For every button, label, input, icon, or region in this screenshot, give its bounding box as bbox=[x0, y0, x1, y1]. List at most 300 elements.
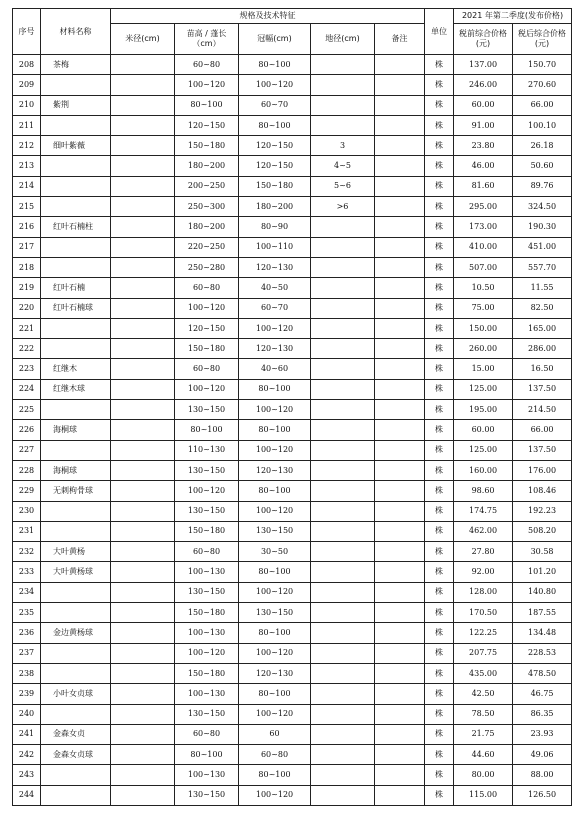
cell-mijing bbox=[111, 420, 175, 440]
cell-miaogao: 60~80 bbox=[175, 724, 239, 744]
cell-note bbox=[375, 95, 425, 115]
cell-seq: 209 bbox=[13, 75, 41, 95]
cell-note bbox=[375, 663, 425, 683]
cell-dijing bbox=[311, 298, 375, 318]
cell-guanfu: 120~130 bbox=[239, 339, 311, 359]
cell-note bbox=[375, 582, 425, 602]
cell-miaogao: 150~180 bbox=[175, 603, 239, 623]
cell-miaogao: 150~180 bbox=[175, 339, 239, 359]
cell-price-post-tax: 134.48 bbox=[513, 623, 572, 643]
cell-dijing bbox=[311, 237, 375, 257]
cell-note bbox=[375, 115, 425, 135]
cell-price-pre-tax: 207.75 bbox=[454, 643, 513, 663]
cell-price-post-tax: 66.00 bbox=[513, 420, 572, 440]
table-row bbox=[13, 765, 572, 785]
cell-price-post-tax: 49.06 bbox=[513, 745, 572, 765]
cell-note bbox=[375, 75, 425, 95]
cell-miaogao: 250~300 bbox=[175, 197, 239, 217]
cell-unit: 株 bbox=[425, 481, 454, 501]
cell-unit: 株 bbox=[425, 318, 454, 338]
cell-miaogao: 60~80 bbox=[175, 542, 239, 562]
cell-note bbox=[375, 623, 425, 643]
cell-price-post-tax: 86.35 bbox=[513, 704, 572, 724]
cell-price-post-tax: 508.20 bbox=[513, 521, 572, 541]
cell-mijing bbox=[111, 724, 175, 744]
cell-miaogao: 120~150 bbox=[175, 318, 239, 338]
cell-price-post-tax: 82.50 bbox=[513, 298, 572, 318]
price-table bbox=[12, 8, 572, 806]
cell-seq: 239 bbox=[13, 684, 41, 704]
cell-price-post-tax: 176.00 bbox=[513, 460, 572, 480]
table-row bbox=[13, 582, 572, 602]
cell-price-post-tax: 137.50 bbox=[513, 379, 572, 399]
cell-price-post-tax: 88.00 bbox=[513, 765, 572, 785]
cell-price-post-tax: 66.00 bbox=[513, 95, 572, 115]
cell-note bbox=[375, 298, 425, 318]
table-row bbox=[13, 176, 572, 196]
cell-seq: 221 bbox=[13, 318, 41, 338]
cell-note bbox=[375, 278, 425, 298]
header-spec-group: 规格及技术特征 bbox=[111, 9, 425, 24]
table-header bbox=[13, 9, 572, 55]
cell-seq: 234 bbox=[13, 582, 41, 602]
cell-price-pre-tax: 92.00 bbox=[454, 562, 513, 582]
cell-price-pre-tax: 15.00 bbox=[454, 359, 513, 379]
cell-mijing bbox=[111, 582, 175, 602]
cell-price-post-tax: 478.50 bbox=[513, 663, 572, 683]
cell-name bbox=[41, 115, 111, 135]
table-row bbox=[13, 55, 572, 75]
cell-miaogao: 100~120 bbox=[175, 379, 239, 399]
cell-seq: 231 bbox=[13, 521, 41, 541]
cell-guanfu: 100~120 bbox=[239, 643, 311, 663]
cell-price-pre-tax: 27.80 bbox=[454, 542, 513, 562]
cell-note bbox=[375, 643, 425, 663]
cell-price-post-tax: 137.50 bbox=[513, 440, 572, 460]
cell-price-pre-tax: 42.50 bbox=[454, 684, 513, 704]
cell-mijing bbox=[111, 643, 175, 663]
cell-price-pre-tax: 173.00 bbox=[454, 217, 513, 237]
cell-price-pre-tax: 60.00 bbox=[454, 420, 513, 440]
cell-price-pre-tax: 260.00 bbox=[454, 339, 513, 359]
cell-price-post-tax: 30.58 bbox=[513, 542, 572, 562]
cell-mijing bbox=[111, 481, 175, 501]
cell-guanfu: 100~110 bbox=[239, 237, 311, 257]
cell-guanfu: 130~150 bbox=[239, 521, 311, 541]
cell-price-post-tax: 11.55 bbox=[513, 278, 572, 298]
cell-name bbox=[41, 339, 111, 359]
cell-miaogao: 80~100 bbox=[175, 420, 239, 440]
cell-dijing bbox=[311, 257, 375, 277]
cell-unit: 株 bbox=[425, 460, 454, 480]
cell-dijing bbox=[311, 115, 375, 135]
cell-mijing bbox=[111, 156, 175, 176]
cell-name: 红继木球 bbox=[41, 379, 111, 399]
cell-dijing: 5~6 bbox=[311, 176, 375, 196]
cell-name: 红叶石楠 bbox=[41, 278, 111, 298]
cell-name bbox=[41, 501, 111, 521]
cell-guanfu: 80~100 bbox=[239, 623, 311, 643]
table-row bbox=[13, 136, 572, 156]
cell-unit: 株 bbox=[425, 217, 454, 237]
cell-unit: 株 bbox=[425, 724, 454, 744]
cell-miaogao: 60~80 bbox=[175, 278, 239, 298]
cell-unit: 株 bbox=[425, 176, 454, 196]
cell-guanfu: 120~130 bbox=[239, 460, 311, 480]
header-mijing: 米径(cm) bbox=[111, 24, 175, 55]
cell-guanfu: 80~100 bbox=[239, 562, 311, 582]
cell-seq: 220 bbox=[13, 298, 41, 318]
table-row bbox=[13, 257, 572, 277]
cell-price-post-tax: 16.50 bbox=[513, 359, 572, 379]
cell-price-pre-tax: 21.75 bbox=[454, 724, 513, 744]
cell-miaogao: 130~150 bbox=[175, 400, 239, 420]
table-row bbox=[13, 785, 572, 805]
cell-name bbox=[41, 75, 111, 95]
cell-note bbox=[375, 237, 425, 257]
cell-seq: 219 bbox=[13, 278, 41, 298]
cell-dijing: 4~5 bbox=[311, 156, 375, 176]
cell-seq: 243 bbox=[13, 765, 41, 785]
cell-seq: 224 bbox=[13, 379, 41, 399]
table-row bbox=[13, 745, 572, 765]
cell-note bbox=[375, 562, 425, 582]
cell-note bbox=[375, 420, 425, 440]
cell-dijing bbox=[311, 704, 375, 724]
cell-note bbox=[375, 542, 425, 562]
header-price-pre-tax: 税前综合价格(元) bbox=[454, 24, 513, 55]
cell-unit: 株 bbox=[425, 603, 454, 623]
cell-mijing bbox=[111, 460, 175, 480]
table-row bbox=[13, 643, 572, 663]
cell-note bbox=[375, 156, 425, 176]
cell-price-post-tax: 50.60 bbox=[513, 156, 572, 176]
cell-seq: 235 bbox=[13, 603, 41, 623]
cell-seq: 232 bbox=[13, 542, 41, 562]
cell-seq: 236 bbox=[13, 623, 41, 643]
cell-dijing bbox=[311, 217, 375, 237]
cell-name bbox=[41, 318, 111, 338]
cell-seq: 222 bbox=[13, 339, 41, 359]
cell-price-post-tax: 270.60 bbox=[513, 75, 572, 95]
cell-miaogao: 130~150 bbox=[175, 460, 239, 480]
cell-name bbox=[41, 765, 111, 785]
cell-seq: 215 bbox=[13, 197, 41, 217]
cell-unit: 株 bbox=[425, 542, 454, 562]
cell-unit: 株 bbox=[425, 339, 454, 359]
cell-dijing bbox=[311, 481, 375, 501]
cell-note bbox=[375, 440, 425, 460]
cell-name: 红叶石楠柱 bbox=[41, 217, 111, 237]
cell-seq: 218 bbox=[13, 257, 41, 277]
cell-mijing bbox=[111, 663, 175, 683]
cell-note bbox=[375, 176, 425, 196]
cell-price-post-tax: 26.18 bbox=[513, 136, 572, 156]
cell-note bbox=[375, 257, 425, 277]
cell-price-post-tax: 150.70 bbox=[513, 55, 572, 75]
cell-name: 大叶黄杨球 bbox=[41, 562, 111, 582]
cell-guanfu: 60 bbox=[239, 724, 311, 744]
cell-unit: 株 bbox=[425, 643, 454, 663]
cell-miaogao: 130~150 bbox=[175, 785, 239, 805]
cell-seq: 238 bbox=[13, 663, 41, 683]
cell-dijing bbox=[311, 278, 375, 298]
cell-unit: 株 bbox=[425, 379, 454, 399]
cell-dijing bbox=[311, 724, 375, 744]
cell-price-pre-tax: 44.60 bbox=[454, 745, 513, 765]
cell-mijing bbox=[111, 765, 175, 785]
cell-miaogao: 120~150 bbox=[175, 115, 239, 135]
table-row bbox=[13, 460, 572, 480]
cell-price-pre-tax: 75.00 bbox=[454, 298, 513, 318]
table-row bbox=[13, 318, 572, 338]
cell-unit: 株 bbox=[425, 359, 454, 379]
cell-price-post-tax: 140.80 bbox=[513, 582, 572, 602]
cell-price-pre-tax: 174.75 bbox=[454, 501, 513, 521]
cell-guanfu: 100~120 bbox=[239, 501, 311, 521]
cell-miaogao: 100~120 bbox=[175, 481, 239, 501]
cell-dijing bbox=[311, 663, 375, 683]
cell-seq: 212 bbox=[13, 136, 41, 156]
cell-name bbox=[41, 704, 111, 724]
cell-price-pre-tax: 507.00 bbox=[454, 257, 513, 277]
cell-note bbox=[375, 684, 425, 704]
table-row bbox=[13, 603, 572, 623]
cell-dijing bbox=[311, 562, 375, 582]
cell-seq: 211 bbox=[13, 115, 41, 135]
header-unit: 单位 bbox=[425, 9, 454, 55]
cell-price-pre-tax: 10.50 bbox=[454, 278, 513, 298]
cell-unit: 株 bbox=[425, 785, 454, 805]
cell-seq: 216 bbox=[13, 217, 41, 237]
cell-guanfu: 60~70 bbox=[239, 95, 311, 115]
cell-note bbox=[375, 400, 425, 420]
cell-mijing bbox=[111, 257, 175, 277]
cell-price-pre-tax: 46.00 bbox=[454, 156, 513, 176]
cell-dijing bbox=[311, 765, 375, 785]
cell-guanfu: 80~100 bbox=[239, 55, 311, 75]
cell-mijing bbox=[111, 298, 175, 318]
table-row bbox=[13, 75, 572, 95]
cell-mijing bbox=[111, 562, 175, 582]
cell-price-post-tax: 23.93 bbox=[513, 724, 572, 744]
cell-unit: 株 bbox=[425, 156, 454, 176]
cell-price-pre-tax: 195.00 bbox=[454, 400, 513, 420]
cell-mijing bbox=[111, 785, 175, 805]
table-row bbox=[13, 521, 572, 541]
price-table-page bbox=[12, 8, 572, 806]
cell-note bbox=[375, 318, 425, 338]
cell-seq: 242 bbox=[13, 745, 41, 765]
cell-price-post-tax: 286.00 bbox=[513, 339, 572, 359]
cell-dijing bbox=[311, 684, 375, 704]
cell-dijing bbox=[311, 623, 375, 643]
cell-price-post-tax: 89.76 bbox=[513, 176, 572, 196]
cell-dijing bbox=[311, 95, 375, 115]
cell-dijing bbox=[311, 785, 375, 805]
cell-unit: 株 bbox=[425, 440, 454, 460]
cell-miaogao: 80~100 bbox=[175, 745, 239, 765]
cell-note bbox=[375, 55, 425, 75]
cell-guanfu: 100~120 bbox=[239, 400, 311, 420]
cell-miaogao: 60~80 bbox=[175, 55, 239, 75]
cell-name: 细叶紫薇 bbox=[41, 136, 111, 156]
header-guanfu: 冠幅(cm) bbox=[239, 24, 311, 55]
cell-unit: 株 bbox=[425, 136, 454, 156]
table-body bbox=[13, 55, 572, 806]
cell-name: 小叶女贞球 bbox=[41, 684, 111, 704]
cell-dijing bbox=[311, 521, 375, 541]
cell-unit: 株 bbox=[425, 75, 454, 95]
cell-miaogao: 100~120 bbox=[175, 643, 239, 663]
cell-price-pre-tax: 295.00 bbox=[454, 197, 513, 217]
cell-mijing bbox=[111, 400, 175, 420]
table-row bbox=[13, 400, 572, 420]
cell-price-pre-tax: 81.60 bbox=[454, 176, 513, 196]
cell-unit: 株 bbox=[425, 521, 454, 541]
table-row bbox=[13, 684, 572, 704]
cell-name: 红继木 bbox=[41, 359, 111, 379]
cell-guanfu: 80~100 bbox=[239, 481, 311, 501]
cell-dijing: >6 bbox=[311, 197, 375, 217]
cell-mijing bbox=[111, 603, 175, 623]
cell-guanfu: 100~120 bbox=[239, 785, 311, 805]
cell-seq: 230 bbox=[13, 501, 41, 521]
cell-miaogao: 150~180 bbox=[175, 663, 239, 683]
cell-price-post-tax: 108.46 bbox=[513, 481, 572, 501]
cell-note bbox=[375, 136, 425, 156]
cell-mijing bbox=[111, 704, 175, 724]
cell-dijing bbox=[311, 460, 375, 480]
cell-mijing bbox=[111, 684, 175, 704]
cell-miaogao: 180~200 bbox=[175, 217, 239, 237]
cell-miaogao: 150~180 bbox=[175, 136, 239, 156]
cell-unit: 株 bbox=[425, 400, 454, 420]
cell-note bbox=[375, 765, 425, 785]
cell-miaogao: 130~150 bbox=[175, 501, 239, 521]
cell-guanfu: 100~120 bbox=[239, 704, 311, 724]
cell-miaogao: 100~130 bbox=[175, 684, 239, 704]
cell-price-pre-tax: 23.80 bbox=[454, 136, 513, 156]
cell-guanfu: 150~180 bbox=[239, 176, 311, 196]
cell-guanfu: 120~130 bbox=[239, 663, 311, 683]
cell-note bbox=[375, 745, 425, 765]
cell-seq: 217 bbox=[13, 237, 41, 257]
cell-unit: 株 bbox=[425, 684, 454, 704]
cell-price-post-tax: 187.55 bbox=[513, 603, 572, 623]
cell-price-pre-tax: 80.00 bbox=[454, 765, 513, 785]
cell-dijing bbox=[311, 745, 375, 765]
cell-seq: 213 bbox=[13, 156, 41, 176]
cell-miaogao: 100~120 bbox=[175, 298, 239, 318]
cell-unit: 株 bbox=[425, 237, 454, 257]
table-row bbox=[13, 663, 572, 683]
cell-dijing bbox=[311, 379, 375, 399]
cell-miaogao: 100~130 bbox=[175, 623, 239, 643]
cell-mijing bbox=[111, 440, 175, 460]
cell-price-pre-tax: 122.25 bbox=[454, 623, 513, 643]
cell-guanfu: 120~130 bbox=[239, 257, 311, 277]
cell-unit: 株 bbox=[425, 55, 454, 75]
cell-dijing bbox=[311, 75, 375, 95]
cell-dijing bbox=[311, 400, 375, 420]
cell-unit: 株 bbox=[425, 745, 454, 765]
cell-mijing bbox=[111, 379, 175, 399]
cell-note bbox=[375, 339, 425, 359]
cell-guanfu: 100~120 bbox=[239, 582, 311, 602]
table-row bbox=[13, 704, 572, 724]
cell-miaogao: 150~180 bbox=[175, 521, 239, 541]
cell-unit: 株 bbox=[425, 257, 454, 277]
cell-name bbox=[41, 521, 111, 541]
cell-miaogao: 80~100 bbox=[175, 95, 239, 115]
table-row bbox=[13, 339, 572, 359]
cell-price-pre-tax: 170.50 bbox=[454, 603, 513, 623]
cell-mijing bbox=[111, 521, 175, 541]
cell-seq: 227 bbox=[13, 440, 41, 460]
cell-mijing bbox=[111, 95, 175, 115]
header-name: 材料名称 bbox=[41, 9, 111, 55]
cell-price-post-tax: 100.10 bbox=[513, 115, 572, 135]
cell-unit: 株 bbox=[425, 420, 454, 440]
cell-seq: 225 bbox=[13, 400, 41, 420]
cell-guanfu: 40~50 bbox=[239, 278, 311, 298]
cell-note bbox=[375, 501, 425, 521]
cell-price-pre-tax: 410.00 bbox=[454, 237, 513, 257]
cell-seq: 214 bbox=[13, 176, 41, 196]
cell-name bbox=[41, 237, 111, 257]
cell-name: 无刺枸骨球 bbox=[41, 481, 111, 501]
cell-seq: 228 bbox=[13, 460, 41, 480]
cell-miaogao: 130~150 bbox=[175, 704, 239, 724]
cell-dijing bbox=[311, 440, 375, 460]
cell-dijing bbox=[311, 501, 375, 521]
cell-price-pre-tax: 435.00 bbox=[454, 663, 513, 683]
cell-dijing bbox=[311, 542, 375, 562]
cell-note bbox=[375, 521, 425, 541]
cell-seq: 223 bbox=[13, 359, 41, 379]
cell-price-post-tax: 214.50 bbox=[513, 400, 572, 420]
cell-guanfu: 80~90 bbox=[239, 217, 311, 237]
cell-name: 大叶黄杨 bbox=[41, 542, 111, 562]
cell-seq: 208 bbox=[13, 55, 41, 75]
cell-price-post-tax: 192.23 bbox=[513, 501, 572, 521]
cell-guanfu: 80~100 bbox=[239, 115, 311, 135]
cell-name: 茶梅 bbox=[41, 55, 111, 75]
cell-miaogao: 130~150 bbox=[175, 582, 239, 602]
cell-note bbox=[375, 724, 425, 744]
cell-unit: 株 bbox=[425, 115, 454, 135]
cell-mijing bbox=[111, 115, 175, 135]
cell-dijing bbox=[311, 420, 375, 440]
cell-price-pre-tax: 91.00 bbox=[454, 115, 513, 135]
cell-seq: 241 bbox=[13, 724, 41, 744]
cell-note bbox=[375, 197, 425, 217]
header-miaogao: 苗高 / 蓬长（cm） bbox=[175, 24, 239, 55]
cell-price-pre-tax: 60.00 bbox=[454, 95, 513, 115]
cell-dijing bbox=[311, 643, 375, 663]
header-period: 2021 年第二季度(发布价格) bbox=[454, 9, 572, 24]
cell-guanfu: 130~150 bbox=[239, 603, 311, 623]
cell-name bbox=[41, 156, 111, 176]
cell-price-pre-tax: 160.00 bbox=[454, 460, 513, 480]
header-note: 备注 bbox=[375, 24, 425, 55]
cell-note bbox=[375, 785, 425, 805]
cell-seq: 240 bbox=[13, 704, 41, 724]
cell-price-post-tax: 101.20 bbox=[513, 562, 572, 582]
cell-mijing bbox=[111, 176, 175, 196]
cell-name: 海桐球 bbox=[41, 460, 111, 480]
